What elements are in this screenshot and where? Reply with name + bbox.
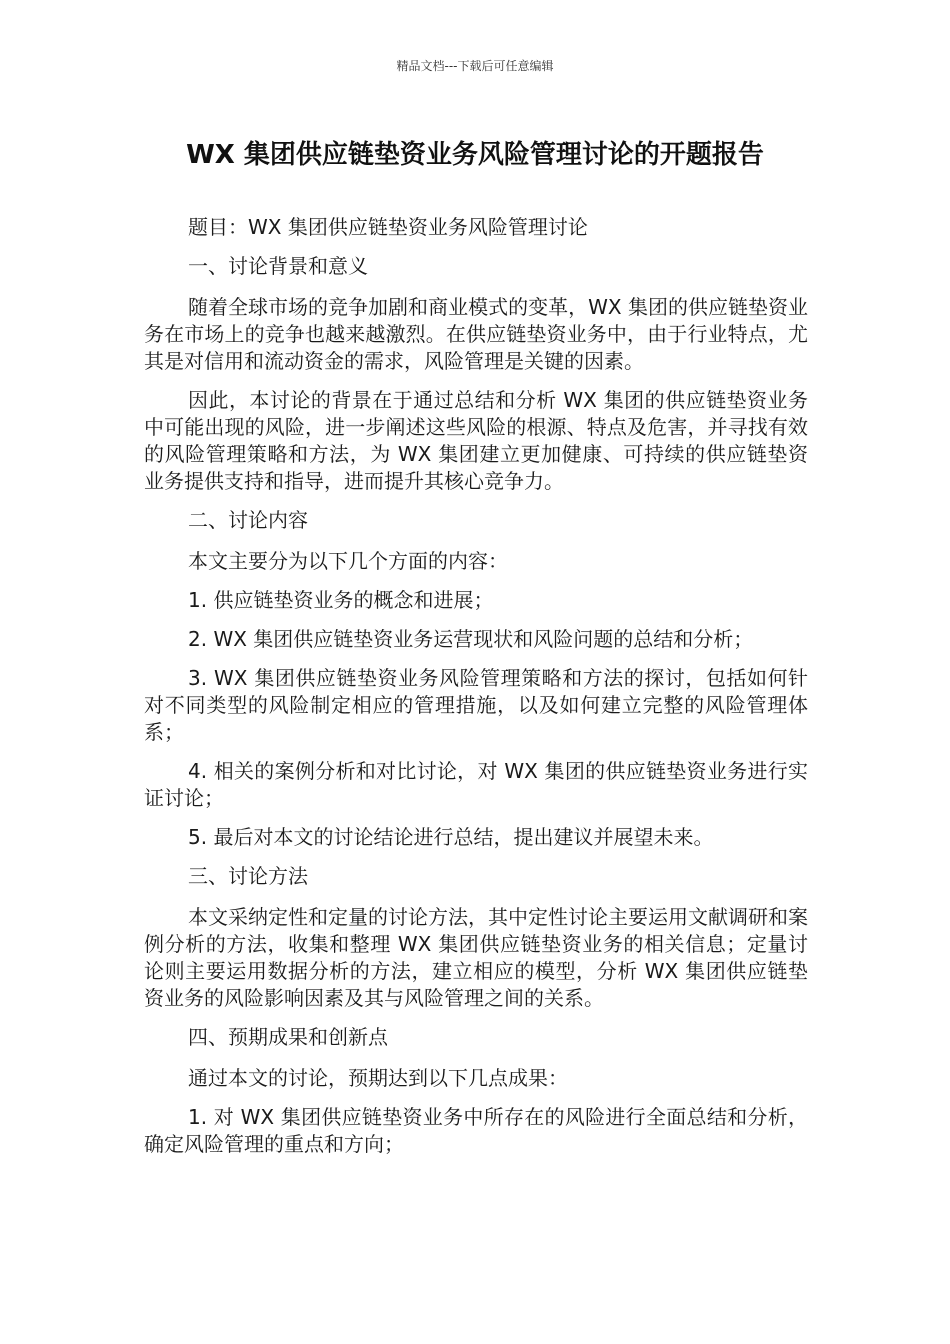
paragraph: 本文采纳定性和定量的讨论方法，其中定性讨论主要运用文献调研和案例分析的方法，收集和整理 WX 集团供应链垫资业务的相关信息；定量讨论则主要运用数据分析的方法，建立相应的模型，分析 WX 集团供应链垫资业务的风险影响因素及其与风险管理之间的关系。 xyxy=(144,905,808,1010)
document-title: WX 集团供应链垫资业务风险管理讨论的开题报告 xyxy=(186,140,764,170)
section-heading-background: 一、讨论背景和意义 xyxy=(188,254,368,278)
section-heading-method: 三、讨论方法 xyxy=(188,864,308,888)
list-item: 1. 对 WX 集团供应链垫资业务中所存在的风险进行全面总结和分析，确定风险管理的重点和方向； xyxy=(144,1105,808,1156)
list-item: 5. 最后对本文的讨论结论进行总结，提出建议并展望未来。 xyxy=(188,825,714,849)
list-item: 2. WX 集团供应链垫资业务运营现状和风险问题的总结和分析； xyxy=(188,627,754,651)
list-item: 4. 相关的案例分析和对比讨论，对 WX 集团的供应链垫资业务进行实证讨论； xyxy=(144,759,808,810)
list-item: 1. 供应链垫资业务的概念和进展； xyxy=(188,588,494,612)
document-body xyxy=(144,214,808,1170)
paragraph: 本文主要分为以下几个方面的内容： xyxy=(188,549,508,573)
paragraph: 因此，本讨论的背景在于通过总结和分析 WX 集团的供应链垫资业务中可能出现的风险，进一步阐述这些风险的根源、特点及危害，并寻找有效的风险管理策略和方法，为 WX 集团建立更加健康、可持续的供应链垫资业务提供支持和指导，进而提升其核心竞争力。 xyxy=(144,388,808,493)
section-heading-content: 二、讨论内容 xyxy=(188,508,308,532)
paragraph: 通过本文的讨论，预期达到以下几点成果： xyxy=(188,1066,568,1090)
paragraph: 随着全球市场的竞争加剧和商业模式的变革，WX 集团的供应链垫资业务在市场上的竞争也越来越激烈。在供应链垫资业务中，由于行业特点，尤其是对信用和流动资金的需求，风险管理是关键的因素。 xyxy=(144,295,808,373)
page-header-watermark: 精品文档---下载后可任意编辑 xyxy=(396,59,554,73)
section-heading-outcomes: 四、预期成果和创新点 xyxy=(188,1025,388,1049)
list-item: 3. WX 集团供应链垫资业务风险管理策略和方法的探讨，包括如何针对不同类型的风险制定相应的管理措施，以及如何建立完整的风险管理体系； xyxy=(144,666,808,744)
paragraph-topic: 题目：WX 集团供应链垫资业务风险管理讨论 xyxy=(188,215,588,239)
